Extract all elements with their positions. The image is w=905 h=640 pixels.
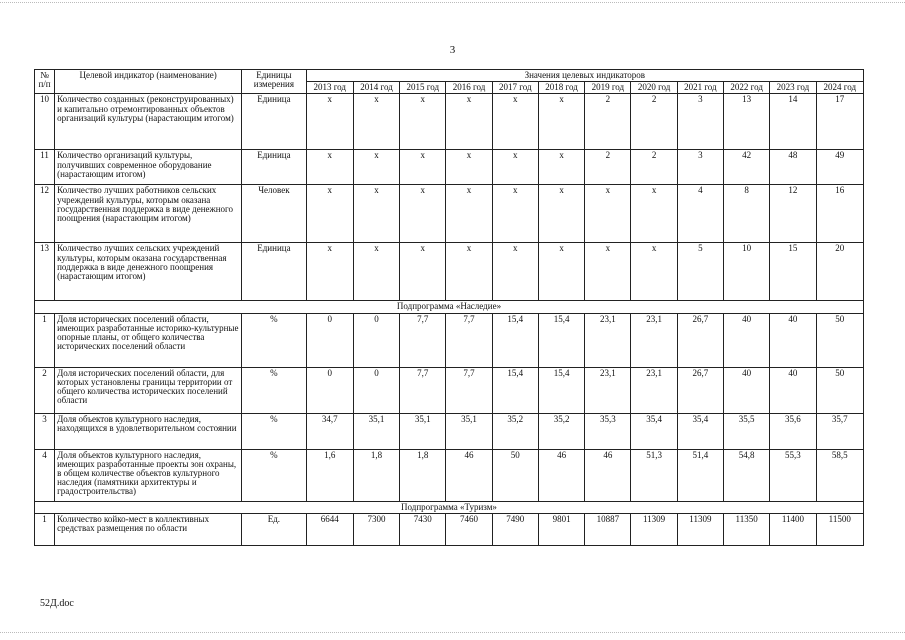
value-cell: 35,2 — [492, 413, 538, 449]
header-year: 2023 год — [770, 82, 816, 94]
value-cell: 7,7 — [446, 367, 492, 413]
header-year: 2014 год — [353, 82, 399, 94]
value-cell: х — [353, 94, 399, 150]
value-cell: 1,8 — [353, 449, 399, 501]
header-row-1 — [35, 70, 864, 82]
value-cell: 7300 — [353, 513, 399, 545]
value-cell: 7,7 — [400, 313, 446, 367]
value-cell: 46 — [446, 449, 492, 501]
indicator-name: Количество койко-мест в коллективных средствах размещения по области — [55, 513, 242, 545]
table-body — [35, 94, 864, 545]
unit-cell: Человек — [242, 185, 306, 243]
value-cell: 7,7 — [446, 313, 492, 367]
value-cell: 11309 — [677, 513, 723, 545]
value-cell: 2 — [585, 150, 631, 185]
value-cell: 35,4 — [677, 413, 723, 449]
value-cell: 35,1 — [400, 413, 446, 449]
value-cell: 35,4 — [631, 413, 677, 449]
value-cell: х — [353, 185, 399, 243]
value-cell: 35,6 — [770, 413, 816, 449]
table-row — [35, 243, 864, 301]
value-cell: 17 — [816, 94, 863, 150]
value-cell: 15,4 — [538, 313, 584, 367]
scan-artifact-top — [0, 2, 905, 4]
value-cell: х — [538, 150, 584, 185]
row-number: 2 — [35, 367, 55, 413]
table-row — [35, 94, 864, 150]
value-cell: х — [446, 243, 492, 301]
value-cell: 35,3 — [585, 413, 631, 449]
header-year: 2015 год — [400, 82, 446, 94]
header-year: 2019 год — [585, 82, 631, 94]
value-cell: 54,8 — [724, 449, 770, 501]
value-cell: 1,8 — [400, 449, 446, 501]
value-cell: 16 — [816, 185, 863, 243]
value-cell: 2 — [631, 94, 677, 150]
value-cell: 7490 — [492, 513, 538, 545]
value-cell: 58,5 — [816, 449, 863, 501]
value-cell: 11350 — [724, 513, 770, 545]
value-cell: х — [306, 243, 353, 301]
value-cell: 23,1 — [585, 313, 631, 367]
value-cell: 8 — [724, 185, 770, 243]
value-cell: 35,7 — [816, 413, 863, 449]
value-cell: 11400 — [770, 513, 816, 545]
header-unit: Единицы измерения — [242, 70, 306, 94]
value-cell: 3 — [677, 150, 723, 185]
row-number: 13 — [35, 243, 55, 301]
indicator-name: Количество лучших сельских учреждений культуры, которым оказана государственная поддержка в виде денежного поощрения (нарастающим итогом) — [55, 243, 242, 301]
value-cell: 51,3 — [631, 449, 677, 501]
value-cell: 11500 — [816, 513, 863, 545]
value-cell: х — [400, 185, 446, 243]
header-year: 2021 год — [677, 82, 723, 94]
row-number: 12 — [35, 185, 55, 243]
value-cell: х — [538, 243, 584, 301]
value-cell: 20 — [816, 243, 863, 301]
value-cell: 0 — [353, 367, 399, 413]
value-cell: х — [492, 243, 538, 301]
value-cell: х — [353, 150, 399, 185]
value-cell: 7460 — [446, 513, 492, 545]
unit-cell: Единица — [242, 150, 306, 185]
value-cell: 11309 — [631, 513, 677, 545]
value-cell: 14 — [770, 94, 816, 150]
value-cell: х — [585, 243, 631, 301]
value-cell: х — [492, 185, 538, 243]
section-title: Подпрограмма «Туризм» — [35, 501, 864, 513]
value-cell: 0 — [353, 313, 399, 367]
value-cell: 15,4 — [492, 367, 538, 413]
unit-cell: % — [242, 313, 306, 367]
value-cell: 35,1 — [353, 413, 399, 449]
value-cell: 35,1 — [446, 413, 492, 449]
value-cell: х — [446, 150, 492, 185]
value-cell: 15,4 — [538, 367, 584, 413]
value-cell: 40 — [770, 367, 816, 413]
table-row — [35, 150, 864, 185]
value-cell: 49 — [816, 150, 863, 185]
value-cell: 34,7 — [306, 413, 353, 449]
value-cell: 23,1 — [585, 367, 631, 413]
value-cell: 23,1 — [631, 367, 677, 413]
value-cell: х — [306, 185, 353, 243]
unit-cell: % — [242, 449, 306, 501]
value-cell: 50 — [816, 313, 863, 367]
unit-cell: Единица — [242, 243, 306, 301]
table-row — [35, 367, 864, 413]
value-cell: х — [492, 94, 538, 150]
table-row — [35, 513, 864, 545]
value-cell: 35,5 — [724, 413, 770, 449]
value-cell: 12 — [770, 185, 816, 243]
row-number: 10 — [35, 94, 55, 150]
value-cell: 55,3 — [770, 449, 816, 501]
value-cell: х — [446, 94, 492, 150]
header-values-title: Значения целевых индикаторов — [306, 70, 863, 82]
value-cell: 40 — [770, 313, 816, 367]
value-cell: х — [538, 94, 584, 150]
value-cell: х — [400, 243, 446, 301]
value-cell: 26,7 — [677, 367, 723, 413]
indicator-name: Доля исторических поселений области, для которых установлены границы территории от общего количества исторических поселений области — [55, 367, 242, 413]
header-year: 2022 год — [724, 82, 770, 94]
value-cell: 50 — [492, 449, 538, 501]
page-number: 3 — [449, 44, 456, 56]
value-cell: 15,4 — [492, 313, 538, 367]
value-cell: х — [306, 94, 353, 150]
indicator-table — [34, 69, 864, 546]
header-year: 2013 год — [306, 82, 353, 94]
value-cell: 9801 — [538, 513, 584, 545]
value-cell: х — [400, 94, 446, 150]
value-cell: 40 — [724, 367, 770, 413]
value-cell: 0 — [306, 367, 353, 413]
row-number: 1 — [35, 313, 55, 367]
unit-cell: % — [242, 367, 306, 413]
header-year: 2020 год — [631, 82, 677, 94]
header-year: 2017 год — [492, 82, 538, 94]
unit-cell: % — [242, 413, 306, 449]
value-cell: 48 — [770, 150, 816, 185]
value-cell: х — [585, 185, 631, 243]
value-cell: 26,7 — [677, 313, 723, 367]
value-cell: 7,7 — [400, 367, 446, 413]
header-name: Целевой индикатор (наименование) — [55, 70, 242, 94]
value-cell: х — [631, 185, 677, 243]
value-cell: х — [631, 243, 677, 301]
row-number: 3 — [35, 413, 55, 449]
value-cell: х — [538, 185, 584, 243]
value-cell: 7430 — [400, 513, 446, 545]
value-cell: х — [306, 150, 353, 185]
value-cell: 4 — [677, 185, 723, 243]
value-cell: 40 — [724, 313, 770, 367]
row-number: 4 — [35, 449, 55, 501]
indicator-name: Количество созданных (реконструированных) и капитально отремонтированных объектов организаций культуры (нарастающим итогом) — [55, 94, 242, 150]
indicator-name: Количество организаций культуры, получивших современное оборудование (нарастающим итогом) — [55, 150, 242, 185]
value-cell: 0 — [306, 313, 353, 367]
value-cell: 5 — [677, 243, 723, 301]
value-cell: 46 — [538, 449, 584, 501]
unit-cell: Единица — [242, 94, 306, 150]
indicator-name: Доля объектов культурного наследия, находящихся в удовлетворительном состоянии — [55, 413, 242, 449]
table-row — [35, 185, 864, 243]
table-row — [35, 413, 864, 449]
header-year: 2016 год — [446, 82, 492, 94]
scan-artifact-bottom — [0, 632, 905, 634]
header-year: 2024 год — [816, 82, 863, 94]
value-cell: 23,1 — [631, 313, 677, 367]
value-cell: 15 — [770, 243, 816, 301]
value-cell: 46 — [585, 449, 631, 501]
value-cell: 13 — [724, 94, 770, 150]
indicator-name: Количество лучших работников сельских учреждений культуры, которым оказана государственная поддержка в виде денежного поощрения (нарастающим итогом) — [55, 185, 242, 243]
value-cell: 35,2 — [538, 413, 584, 449]
value-cell: 10887 — [585, 513, 631, 545]
value-cell: 42 — [724, 150, 770, 185]
section-title-row — [35, 501, 864, 513]
header-year: 2018 год — [538, 82, 584, 94]
value-cell: х — [446, 185, 492, 243]
footer-filename: 52Д.doc — [40, 598, 74, 609]
indicator-name: Доля объектов культурного наследия, имеющих разработанные проекты зон охраны, в общем количестве объектов культурного наследия (памятники архитектуры и градостроительства) — [55, 449, 242, 501]
value-cell: х — [492, 150, 538, 185]
value-cell: 6644 — [306, 513, 353, 545]
value-cell: 51,4 — [677, 449, 723, 501]
section-title-row — [35, 301, 864, 313]
value-cell: 3 — [677, 94, 723, 150]
section-title: Подпрограмма «Наследие» — [35, 301, 864, 313]
value-cell: 2 — [631, 150, 677, 185]
row-number: 11 — [35, 150, 55, 185]
value-cell: 50 — [816, 367, 863, 413]
value-cell: х — [353, 243, 399, 301]
value-cell: х — [400, 150, 446, 185]
value-cell: 10 — [724, 243, 770, 301]
indicator-name: Доля исторических поселений области, имеющих разработанные историко-культурные опорные планы, от общего количества исторических поселений области — [55, 313, 242, 367]
unit-cell: Ед. — [242, 513, 306, 545]
value-cell: 1,6 — [306, 449, 353, 501]
value-cell: 2 — [585, 94, 631, 150]
row-number: 1 — [35, 513, 55, 545]
header-num: № п/п — [35, 70, 55, 94]
table-row — [35, 313, 864, 367]
table-row — [35, 449, 864, 501]
